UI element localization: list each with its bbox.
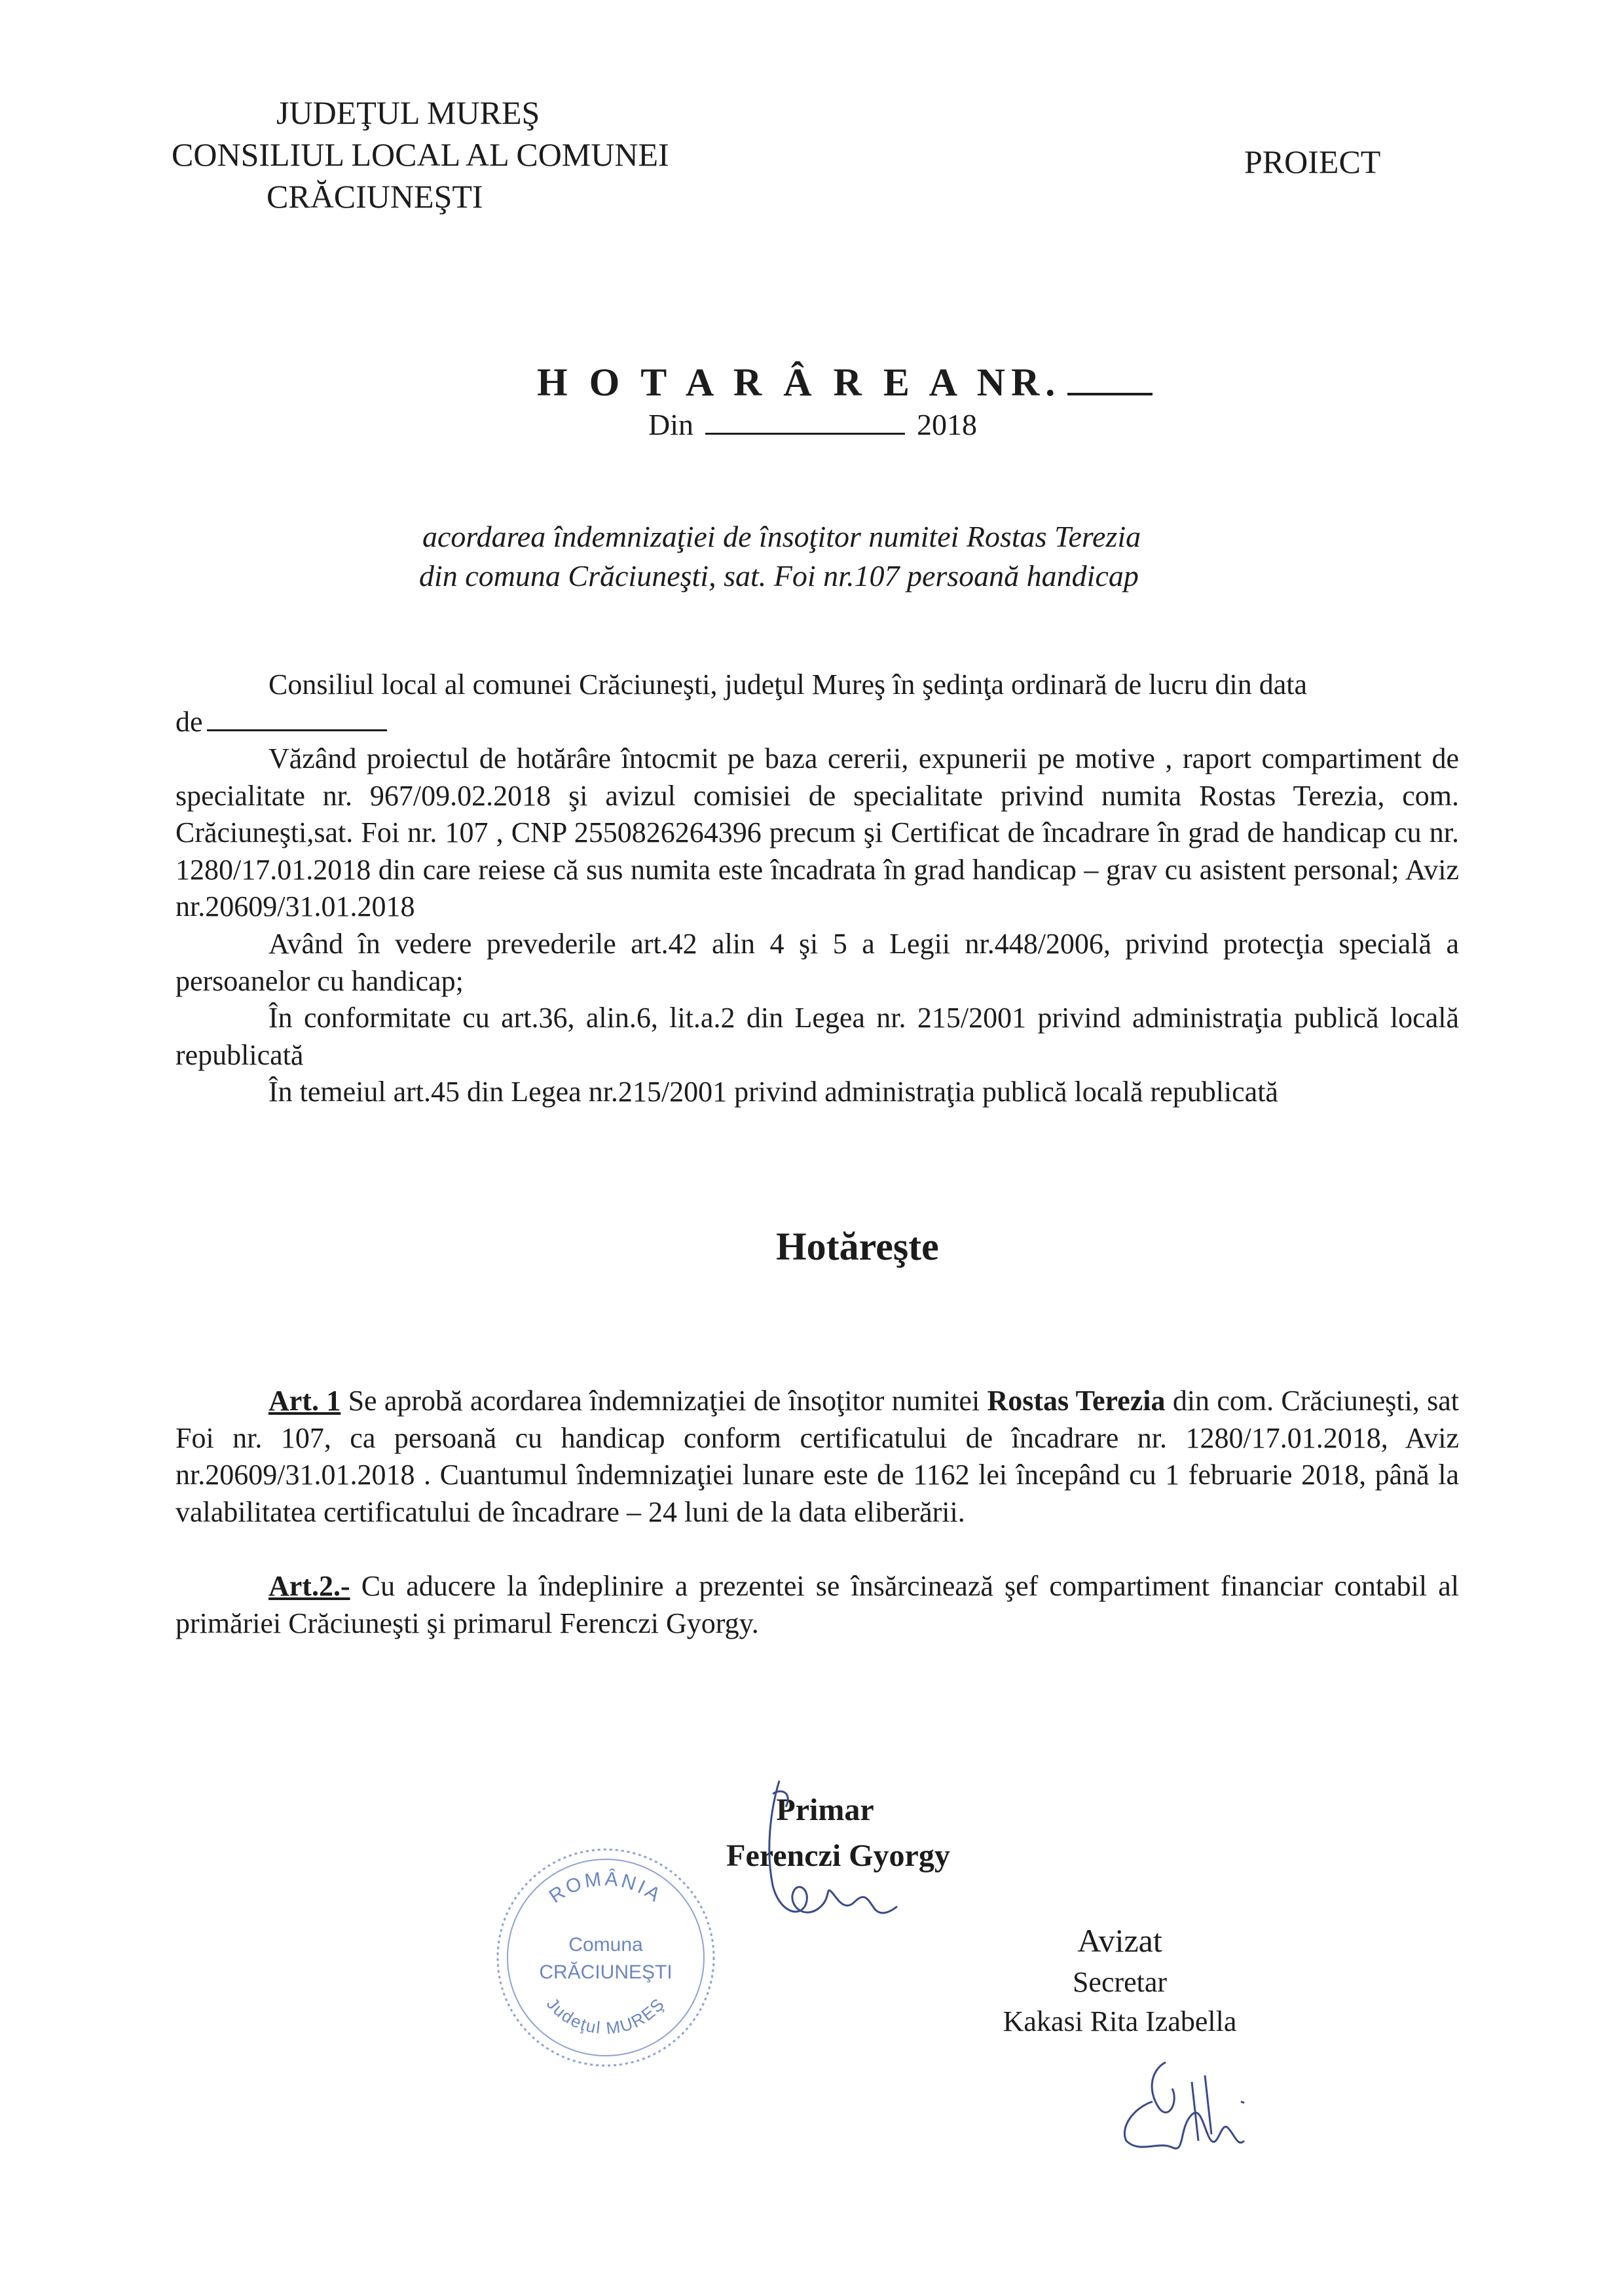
date-blank [705, 409, 905, 435]
date-year: 2018 [917, 408, 977, 441]
article-1-text-a: Se aprobă acordarea îndemnizaţiei de însoţitor numitei [341, 1385, 987, 1417]
preamble-basis [175, 1074, 1459, 1111]
article-1-text-b: din com. Crăciuneşti, sat Foi nr. 107, ca persoană cu handicap conform certificatului de încadrare nr. 1280/17.01.2018, Aviz nr.20609/31.01.2018 . Cuantumul îndemnizaţiei lunare este de 1162 lei începând cu 1 februarie 2018, până la valabilitatea certificatului de încadrare – 24 luni de la data eliberării. [175, 1385, 1459, 1528]
preamble-considering-text: Văzând proiectul de hotărâre întocmit pe baza cererii, expunerii pe motive , raport compartiment de specialitate nr. 967/09.02.2018 şi avizul comisiei de specialitate privind numita Rostas Terezia, com. Crăciuneşti,sat. Foi nr. 107 , CNP 2550826264396 precum şi Certificat de încadrare în grad de handicap cu nr. 1280/17.01.2018 din care reiese că sus numita este încadrata în grad handicap – grav cu asistent personal; Aviz nr.20609/31.01.2018 [175, 742, 1459, 922]
issuer-header [172, 92, 826, 236]
date-prefix: Din [648, 408, 693, 441]
mayor-name: Ferenczi Gyorgy [726, 1838, 950, 1873]
mayor-title: Primar [776, 1793, 874, 1827]
secretary-title: Secretar [1072, 1966, 1168, 1998]
article-2 [175, 1568, 1459, 1642]
subject-line-2: din comuna Crăciuneşti, sat. Foi nr.107 persoană handicap [419, 559, 1139, 592]
secretary-name: Kakasi Rita Izabella [1003, 2005, 1237, 2037]
article-2-text: Cu aducere la îndeplinire a prezentei se însărcinează şef compartiment financiar contabil al primăriei Crăciuneşti şi primarul Ferenczi Gyorgy. [175, 1570, 1459, 1639]
preamble-de: de [175, 705, 203, 738]
preamble-law-448 [175, 926, 1459, 1000]
endorsed-label: Avizat [1077, 1922, 1162, 1959]
secretary-signature [1107, 2043, 1264, 2174]
stamp-county: Judeţul MUREŞ [542, 1994, 669, 2039]
preamble-considering [175, 740, 1459, 926]
preamble-basis-text: În temeiul art.45 din Legea nr.215/2001 privind administraţia publică locală republicată [268, 1076, 1278, 1108]
subject-line-1: acordarea îndemnizaţiei de însoţitor numitei Rostas Terezia [422, 520, 1141, 553]
mayor-signature [733, 1755, 904, 1951]
subject [419, 517, 1270, 596]
date-line [648, 407, 977, 442]
number-blank [1067, 360, 1153, 395]
preamble-law-448-text: Având în vedere prevederile art.42 alin 4 şi 5 a Legii nr.448/2006, privind protecţia specială a persoanelor cu handicap; [175, 928, 1459, 997]
session-date-blank [207, 710, 387, 731]
article-1 [175, 1383, 1459, 1531]
county-name: JUDEŢUL MUREŞ [276, 94, 540, 131]
document-title [537, 360, 1153, 405]
project-label: PROIECT [1244, 143, 1381, 180]
stamp-commune-label: Comuna [568, 1934, 643, 1956]
beneficiary-name: Rostas Terezia [987, 1385, 1166, 1417]
decision-heading: Hotăreşte [776, 1225, 939, 1268]
council-name: CONSILIUL LOCAL AL COMUNEI [172, 136, 669, 173]
preamble-council-text: Consiliul local al comunei Crăciuneşti, judeţul Mureş în şedinţa ordinară de lucru din data [268, 668, 1308, 701]
article-1-label: Art. 1 [268, 1385, 341, 1417]
preamble-law-215 [175, 1000, 1459, 1074]
stamp-country: ROMÂNIA [545, 1868, 667, 1908]
preamble-law-215-text: În conformitate cu art.36, alin.6, lit.a.2 din Legea nr. 215/2001 privind administraţia publică locală republicată [175, 1002, 1459, 1071]
stamp-commune-name: CRĂCIUNEŞTI [539, 1961, 673, 1983]
title-text: H O T A R Â R E A NR. [537, 361, 1061, 404]
secretary-endorsement-block [969, 1918, 1270, 2041]
preamble-council [175, 666, 1459, 740]
commune-name: CRĂCIUNEŞTI [267, 178, 483, 215]
article-2-label: Art.2.- [268, 1570, 350, 1602]
